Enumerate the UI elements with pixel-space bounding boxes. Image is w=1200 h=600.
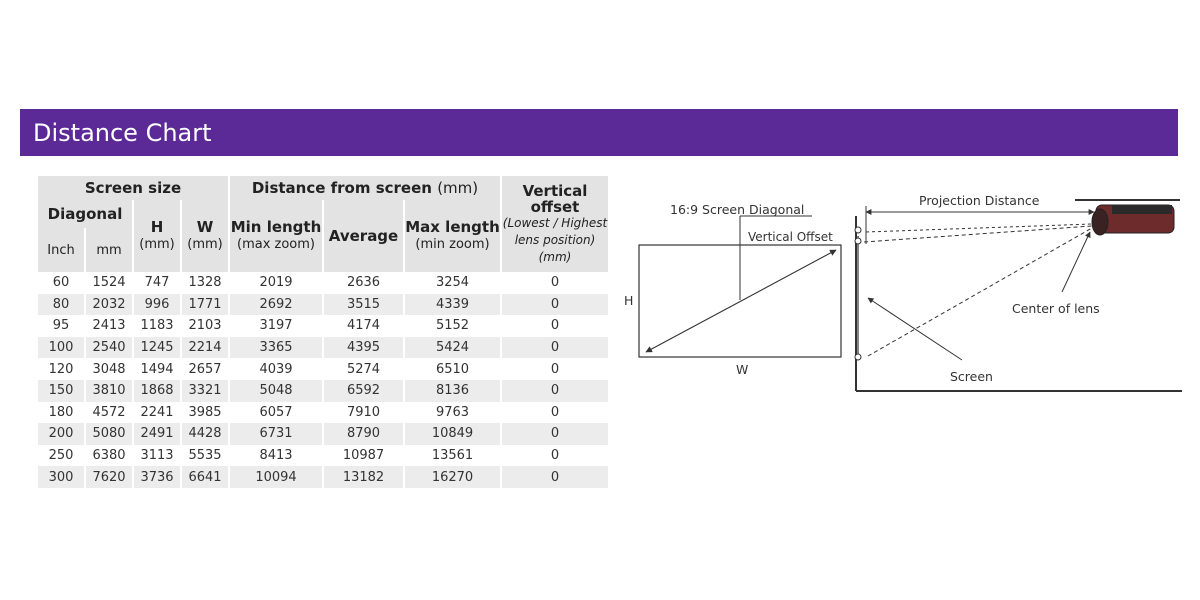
table-cell: 5152 xyxy=(435,318,470,334)
table-cell: 4039 xyxy=(259,361,293,377)
table-cell: 16270 xyxy=(405,466,500,488)
table-cell: 1245 xyxy=(134,337,180,359)
h-label: H xyxy=(624,293,634,308)
table-cell: 0 xyxy=(502,423,608,445)
table-cell: 4174 xyxy=(346,318,381,334)
table-cell: 1328 xyxy=(188,275,222,291)
table-cell: 0 xyxy=(502,337,608,359)
diagonal-header: Diagonal xyxy=(38,200,132,228)
table-cell: 1183 xyxy=(140,318,174,334)
distance-header: Distance from screen (mm) xyxy=(230,176,500,200)
table-cell: 6731 xyxy=(230,423,322,445)
table-cell: 6641 xyxy=(182,466,228,488)
screen-diagonal-label: 16:9 Screen Diagonal xyxy=(670,202,805,217)
inch-header: Inch xyxy=(38,228,84,272)
table-cell: 8136 xyxy=(405,380,500,402)
table-cell: 6380 xyxy=(92,448,126,464)
table-cell: 7620 xyxy=(86,466,132,488)
table-cell: 2636 xyxy=(346,275,381,291)
table-cell: 4339 xyxy=(405,294,500,316)
table-cell: 0 xyxy=(550,404,560,420)
w-label: W xyxy=(736,362,749,377)
table-cell: 13561 xyxy=(431,448,474,464)
table-cell: 200 xyxy=(38,423,84,445)
screen-leader xyxy=(868,298,962,360)
beam-bottom xyxy=(868,228,1092,356)
table-cell: 0 xyxy=(550,275,560,291)
table-cell: 2657 xyxy=(188,361,222,377)
table-cell: 2413 xyxy=(92,318,126,334)
min-length-header: Min length (max zoom) xyxy=(230,200,322,272)
table-cell: 0 xyxy=(550,448,560,464)
table-cell: 3810 xyxy=(86,380,132,402)
projection-distance-label: Projection Distance xyxy=(919,193,1040,208)
table-cell: 2540 xyxy=(86,337,132,359)
table-cell: 996 xyxy=(134,294,180,316)
vertical-offset-header: Vertical offset (Lowest / Highest lens position)(mm) xyxy=(502,176,608,272)
table-cell: 0 xyxy=(550,361,560,377)
table-cell: 1494 xyxy=(140,361,174,377)
center-of-lens-label: Center of lens xyxy=(1012,301,1100,316)
mm-header: mm xyxy=(86,228,132,272)
table-cell: 6057 xyxy=(259,404,293,420)
table-cell: 5048 xyxy=(230,380,322,402)
table-cell: 10094 xyxy=(230,466,322,488)
vertical-offset-label: Vertical Offset xyxy=(748,230,833,244)
table-cell: 13182 xyxy=(324,466,403,488)
table-cell: 2241 xyxy=(140,404,174,420)
table-cell: 747 xyxy=(144,275,170,291)
table-cell: 100 xyxy=(38,337,84,359)
table-cell: 5424 xyxy=(405,337,500,359)
table-cell: 1771 xyxy=(182,294,228,316)
table-cell: 3365 xyxy=(230,337,322,359)
table-cell: 8413 xyxy=(259,448,293,464)
table-cell: 120 xyxy=(48,361,74,377)
table-cell: 3321 xyxy=(182,380,228,402)
table-cell: 8790 xyxy=(324,423,403,445)
table-cell: 0 xyxy=(502,294,608,316)
table-cell: 2032 xyxy=(86,294,132,316)
table-cell: 6592 xyxy=(324,380,403,402)
table-cell: 6510 xyxy=(435,361,470,377)
table-cell: 10849 xyxy=(405,423,500,445)
screen-label: Screen xyxy=(950,369,993,384)
table-cell: 9763 xyxy=(435,404,470,420)
table-cell: 2103 xyxy=(188,318,222,334)
screen-size-header: Screen size xyxy=(38,176,228,200)
table-cell: 60 xyxy=(52,275,70,291)
table-cell: 4395 xyxy=(324,337,403,359)
table-cell: 3736 xyxy=(134,466,180,488)
average-header: Average xyxy=(324,200,403,272)
table-cell: 2491 xyxy=(134,423,180,445)
table-cell: 0 xyxy=(502,466,608,488)
table-cell: 7910 xyxy=(346,404,381,420)
table-cell: 3985 xyxy=(188,404,222,420)
table-cell: 3197 xyxy=(259,318,293,334)
w-header: W (mm) xyxy=(182,200,228,272)
table-cell: 0 xyxy=(550,318,560,334)
table-cell: 2692 xyxy=(230,294,322,316)
table-cell: 3048 xyxy=(92,361,126,377)
table-cell: 80 xyxy=(38,294,84,316)
table-cell: 5535 xyxy=(188,448,222,464)
table-cell: 5080 xyxy=(86,423,132,445)
table-cell: 3254 xyxy=(435,275,470,291)
beam-top xyxy=(864,226,1092,242)
h-header: H (mm) xyxy=(134,200,180,272)
lens-leader xyxy=(1062,232,1090,292)
table-cell: 2214 xyxy=(182,337,228,359)
table-cell: 2019 xyxy=(259,275,293,291)
table-cell: 10987 xyxy=(342,448,385,464)
table-cell: 4428 xyxy=(182,423,228,445)
table-cell: 95 xyxy=(52,318,70,334)
table-cell: 250 xyxy=(48,448,74,464)
projector-lens xyxy=(1092,209,1108,235)
table-cell: 4572 xyxy=(92,404,126,420)
diagonal-arrow xyxy=(646,250,836,352)
table-cell: 150 xyxy=(38,380,84,402)
table-cell: 0 xyxy=(502,380,608,402)
page-title: Distance Chart xyxy=(33,119,212,147)
table-cell: 1868 xyxy=(134,380,180,402)
table-cell: 3515 xyxy=(324,294,403,316)
table-cell: 1524 xyxy=(92,275,126,291)
table-cell: 5274 xyxy=(346,361,381,377)
table-cell: 300 xyxy=(38,466,84,488)
max-length-header: Max length (min zoom) xyxy=(405,200,500,272)
table-cell: 180 xyxy=(48,404,74,420)
table-cell: 3113 xyxy=(140,448,174,464)
